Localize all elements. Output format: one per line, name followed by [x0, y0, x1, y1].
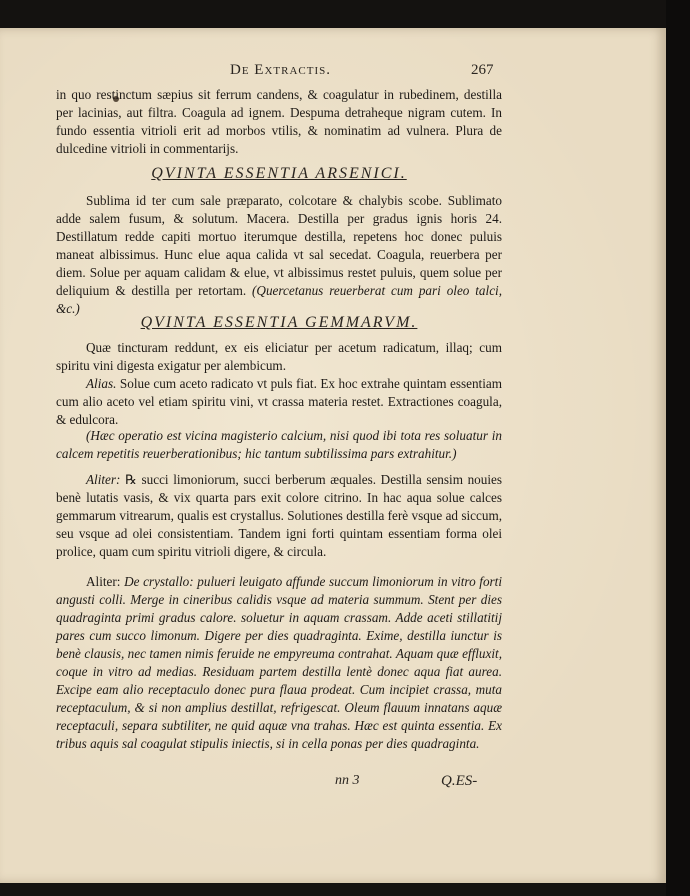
- paragraph-aliter-1: [56, 471, 502, 561]
- alias-text: Solue cum aceto radicato vt puls fiat. Ex hoc extrahe quintam essentiam cum alio aceto vel etiam spiritu vini, vt crassa materia restet. Extractiones coagula, & edulcora.: [56, 376, 503, 427]
- aliter-text-2: De crystallo: pulueri leuigato affunde succum limoniorum in vitro forti angusti colli. Merge in cineribus calidis vsque ad materia summum. Stent per dies quadraginta primi gradus calore. soluetur in aquam crassam. Adde aceti stillatitij pares cum succo limonum. Digere per dies quadraginta. Exime, destilla iunctur is benè clausis, nec tamen nimis feruide ne empyreuma contrahat. Aquam quæ effluxit, coque in vitro ad medias. Residuam partem destilla lentè donec aqua fiat aurea. Excipe eam alio receptaculo donec pura flaua prodeat. Cum incipiet crassa, muta receptaculum, & si non amplius destillat, refrigescat. Oleum flauum innatans aquæ receptaculi, separa subtiliter, ne quid aquæ vna trahas. Hæc est quinta essentia. Ex tribus aquis sal coagulat stipulis iniectis, si in cella ponas per dies quadraginta.: [56, 574, 503, 751]
- page-shadow: [666, 0, 690, 896]
- paragraph-alias: [56, 375, 502, 429]
- signature-mark: nn 3: [335, 773, 360, 788]
- catchword: Q.ES-: [441, 773, 478, 789]
- arsenici-note: (Quercetanus reuerberat cum pari oleo talci, &c.): [56, 283, 503, 316]
- paragraph-note: (Hæc operatio est vicina magisterio calcium, nisi quod ibi tota res soluatur in calcem repetitis reuerberationibus; hic tantum subtilissima pars extrahitur.): [56, 428, 502, 461]
- paragraph-aliter-2: [56, 573, 502, 753]
- paragraph-gemmarum: Quæ tincturam reddunt, ex eis eliciatur per acetum radicatum, illaq; cum spiritu vini digesta exigatur per alembicum.: [56, 340, 502, 373]
- running-head: De Extractis.: [230, 62, 331, 78]
- aliter-lead-1: Aliter:: [86, 472, 121, 487]
- arsenici-text: Sublima id ter cum sale præparato, colcotare & chalybis scobe. Sublimato adde salem fusum, & solutum. Macera. Destilla per gradus ignis horis 24. Destillatum redde capiti mortuo iterumque destilla, repetens hoc donec puluis maneat albissimus. Hunc elue aqua calida vt sal secedat. Coagula, reuerbera per diem. Solue per aquam calidam & elue, vt albissimus restet puluis, quem solue per deliquium & destilla per retortam.: [56, 193, 502, 298]
- aliter-text-1: ℞ succi limoniorum, succi berberum æquales. Destilla sensim nouies benè lutatis vasis, & vix quarta pars exit colore citrino. In hac aqua solue calces gemmarum vitrearum, qualis est crystallus. Solutiones destilla ferè vsque ad siccum, seu vsque ad olei consistentiam. Tandem igni forti quintam essentiam forma olei prolice, quam cum spiritu vitrioli digere, & circula.: [56, 472, 502, 559]
- alias-lead: Alias.: [86, 376, 117, 391]
- page-number: 267: [471, 62, 494, 78]
- aliter-lead-2: Aliter:: [86, 574, 121, 589]
- section-heading-gemmarum: QVINTA ESSENTIA GEMMARVM.: [140, 314, 418, 331]
- section-heading-arsenici: QVINTA ESSENTIA ARSENICI.: [151, 165, 407, 182]
- paragraph-vitrioli: in quo restinctum sæpius sit ferrum candens, & coagulatur in rubedinem, destilla per lacinias, aut filtra. Coagula ad ignem. Despuma detraheque nigram cutem. In fundo essentia vitrioli erit ad morbos vtilis, & nominatim ad vulnera. Plura de dulcedine vitrioli in commentarijs.: [56, 87, 502, 156]
- paragraph-arsenici: [56, 192, 502, 318]
